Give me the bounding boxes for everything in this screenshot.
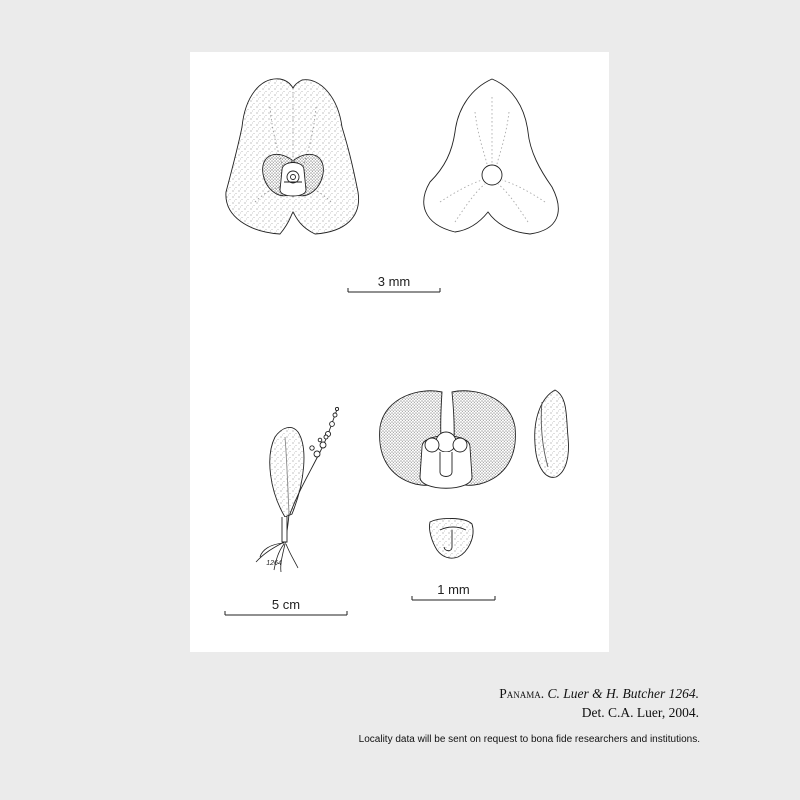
locality-note: Locality data will be sent on request to bona fide researchers and institutions.	[358, 734, 700, 745]
collectors-label: C. Luer & H. Butcher 1264.	[547, 686, 699, 701]
flower-back-view	[424, 79, 558, 234]
scale-label-5cm: 5 cm	[271, 597, 301, 612]
plate-illustration	[190, 52, 609, 652]
lip-detail	[429, 518, 473, 558]
specimen-number-mark: 1264	[266, 560, 282, 567]
scale-label-1mm: 1 mm	[437, 582, 470, 597]
petals-dissection	[380, 391, 516, 488]
flower-front-view	[226, 79, 359, 234]
column-side-view	[535, 390, 569, 477]
collection-caption	[499, 686, 699, 702]
country-label: Panama.	[499, 686, 545, 701]
determination-label: Det. C.A. Luer, 2004.	[581, 705, 699, 720]
botanical-plate	[190, 52, 609, 652]
plant-habit	[256, 407, 339, 572]
scale-label-3mm: 3 mm	[377, 274, 411, 289]
